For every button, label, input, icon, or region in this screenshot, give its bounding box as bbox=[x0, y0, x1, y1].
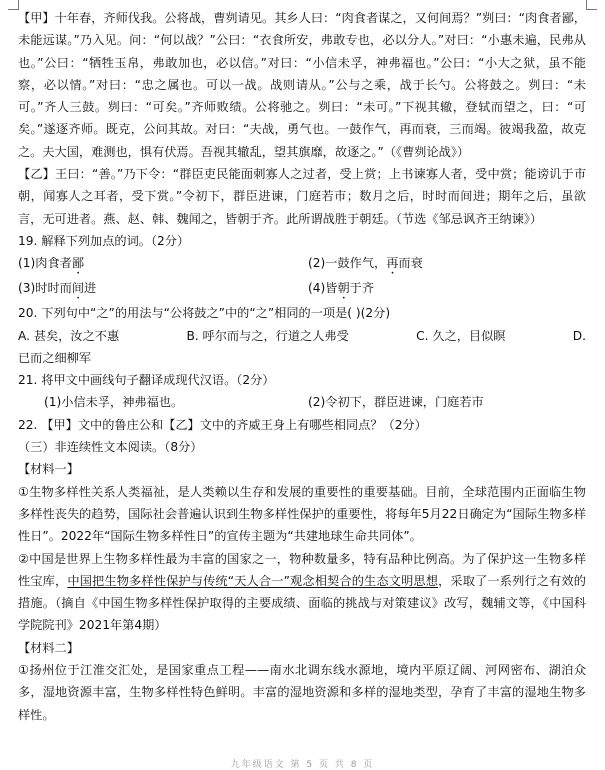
exam-content bbox=[18, 7, 586, 726]
passage-jia bbox=[18, 7, 586, 163]
question-19-item-1: (1)肉食者鄙 bbox=[18, 256, 85, 271]
material-1-paragraph-2: ②中国是世界上生物多样性最为丰富的国家之一，物种数量多，特有品种比例高。为了保护这一生物多样性宝库，中国把生物多样性保护与传统“天人合一”观念相契合的生态文明思想，采取了一系列行之有效的措施。（摘自《中国生物多样性保护取得的主要成绩、面临的挑战与对策建议》改写，魏辅文等，《中国科学院院刊》2021年第4期） bbox=[18, 551, 586, 633]
page-footer: 九年级语文 第 5 页 共 8 页 bbox=[230, 760, 375, 770]
material-2-paragraph-1: ①扬州位于江淮交汇处，是国家重点工程——南水北调东线水源地，境内平原辽阔、河网密布、湖泊众多，湿地资源丰富，生物多样性特色鲜明。丰富的湿地资源和多样的湿地类型，孕育了丰富的湿地生物多样性。 bbox=[18, 663, 586, 722]
question-21-item-2: (2)令初下，群臣进谏，门庭若市 bbox=[308, 395, 484, 410]
question-20-options bbox=[18, 325, 586, 347]
question-19-item-2: (2)一鼓作气，再而衰 bbox=[308, 256, 423, 271]
option-d: D. bbox=[572, 328, 586, 343]
section-3-title: （三）非连续性文本阅读。（8分） bbox=[18, 440, 203, 455]
question-19-row-2 bbox=[18, 277, 586, 302]
material-1-label: 【材料一】 bbox=[18, 462, 79, 477]
passage-jia-label: 【甲】 bbox=[18, 11, 55, 25]
option-c: C. 久之，目似瞑 bbox=[416, 328, 506, 343]
question-21-item-1: (1)小信未孚，神弗福也。 bbox=[44, 395, 184, 410]
passage-yi-label: 【乙】 bbox=[18, 167, 55, 182]
question-19-item-3: (3)时时而间进 bbox=[18, 281, 97, 296]
question-21-items bbox=[18, 391, 586, 413]
question-21-stem: 21. 将甲文中画线句子翻译成现代汉语。（2分） bbox=[18, 373, 275, 388]
material-1-paragraph-1: ①生物多样性关系人类福祉，是人类赖以生存和发展的重要性的重要基础。目前，全球范围内正面临生物多样性丧失的趋势，国际社会普遍认识到生物多样性保护的重要性，将每年5月22日确定为“国际生物多样性日”。2022年“国际生物多样性日”的宣传主题为“共建地球生命共同体”。 bbox=[18, 484, 586, 544]
question-22-stem: 22. 【甲】文中的鲁庄公和【乙】文中的齐威王身上有哪些相同点？（2分） bbox=[18, 417, 427, 432]
passage-yi-text: 王曰：“善。”乃下令：“群臣吏民能面刺寡人之过者，受上赏；上书谏寡人者，受中赏；能谤讥于市朝，闻寡人之耳者，受下赏。”令初下，群臣进谏，门庭若市；数月之后，时时而间进；期年之后，虽欲言，无可进者。燕、赵、韩、魏闻之，皆朝于齐。此所谓战胜于朝廷。（节选《邹忌讽齐王纳谏》） bbox=[18, 167, 587, 226]
passage-yi bbox=[18, 163, 586, 230]
question-19-stem: 19. 解释下列加点的词。（2分） bbox=[18, 233, 190, 248]
option-b: B. 呼尔而与之，行道之人弗受 bbox=[186, 328, 349, 343]
question-19-item-4: (4)皆朝于齐 bbox=[308, 281, 375, 296]
underlined-sentence: 中国把生物多样性保护与传统“天人合一”观念相契合的生态文明思想 bbox=[67, 573, 439, 588]
question-20-stem: 20. 下列句中“之”的用法与“公将鼓之”中的“之”相同的一项是( )(2分) bbox=[18, 306, 391, 321]
option-d-continued: 已而之细柳军 bbox=[18, 350, 92, 365]
option-a: A. 甚矣，汝之不惠 bbox=[18, 328, 120, 343]
passage-jia-text: 十年春，齐师伐我。公将战，曹刿请见。其乡人曰：“肉食者谋之，又何间焉？”刿曰：“肉食者鄙，未能远谋。”乃入见。问：“何以战？”公曰：“衣食所安，弗敢专也，必以分人。”对曰：“小惠未遍，民弗从也。”公曰：“牺牲玉帛，弗敢加也，必以信。”对曰：“小信未孚，神弗福也。”公曰：“小大之狱，虽不能察，必以情。”对曰：“忠之属也。可以一战。战则请从。”公与之乘，战于长勺。公将鼓之。刿曰：“未可。”齐人三鼓。刿曰：“可矣。”齐师败绩。公将驰之。刿曰：“未可。”下视其辙，登轼而望之，曰：“可矣。”遂逐齐师。既克，公问其故。对曰：“夫战，勇气也。一鼓作气，再而衰，三而竭。彼竭我盈，故克之。夫大国，难测也，惧有伏焉。吾视其辙乱，望其旗靡，故逐之。”（《曹刿论战》） bbox=[18, 11, 586, 159]
material-2-label: 【材料二】 bbox=[18, 640, 79, 655]
crop-mark-top-right bbox=[586, 0, 597, 10]
question-19-row-1 bbox=[18, 252, 586, 277]
